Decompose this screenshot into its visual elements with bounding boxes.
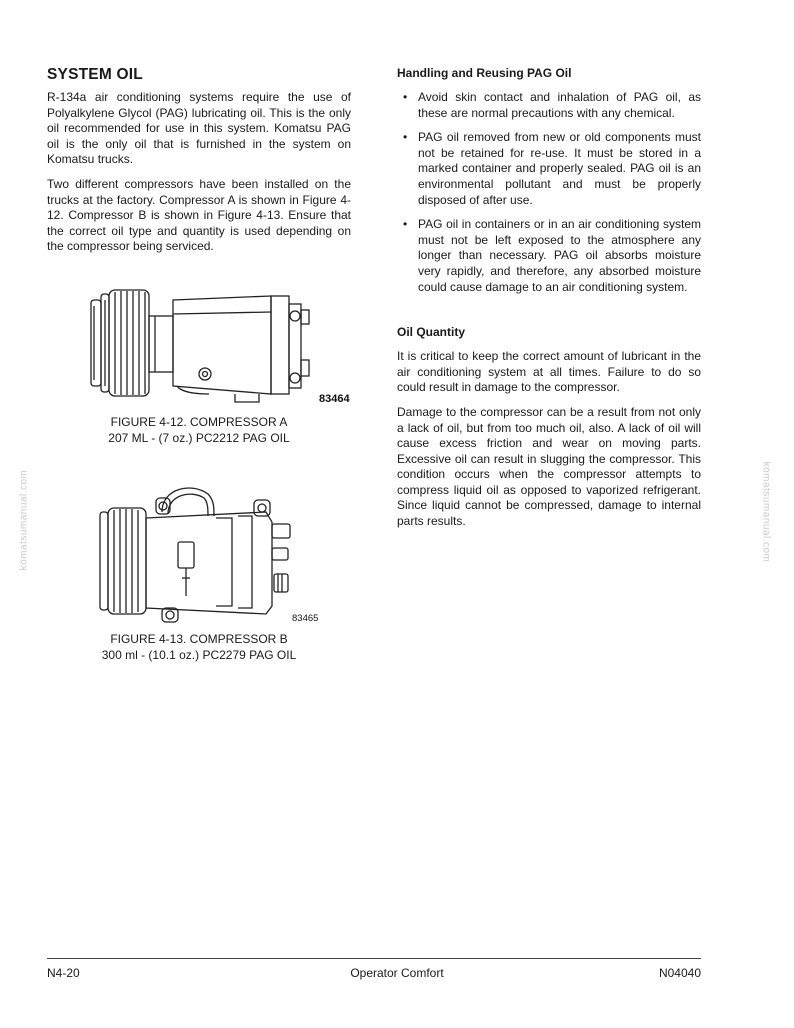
figure-compressor-b — [96, 478, 326, 626]
figure-a-number: 83464 — [319, 393, 350, 405]
compressor-a-drawing — [85, 286, 351, 408]
list-item: • PAG oil in containers or in an air conditioning system must not be left exposed to the atmosphere any longer than necessary. PAG oil absorbs moisture very rapidly, and therefore, any absorbed moisture could cause damage to an air conditioning system. — [403, 217, 701, 294]
figure-b-caption-title: FIGURE 4-13. COMPRESSOR B — [110, 632, 288, 646]
oil-quantity-paragraph-1: It is critical to keep the correct amount of lubricant in the air conditioning system at all times. Failure to do so could result in damage to the compressor. — [397, 349, 701, 395]
oil-quantity-title: Oil Quantity — [397, 325, 466, 340]
system-oil-paragraph-1: R-134a air conditioning systems require the use of Polyalkylene Glycol (PAG) lubricating oil. This is the only oil recommended for use in this system. Komatsu PAG oil is the only oil that is furnished in the system on Komatsu trucks. — [47, 90, 351, 167]
figure-b-number: 83465 — [292, 613, 319, 624]
right-column — [397, 66, 701, 539]
compressor-b-drawing — [96, 478, 326, 626]
bullet-icon: • — [403, 217, 408, 232]
system-oil-paragraph-2: Two different compressors have been installed on the trucks at the factory. Compressor A is shown in Figure 4-12. Compressor B is shown in Figure 4-13. Ensure that the correct oil type and quantity is used depending on the compressor being serviced. — [47, 176, 351, 254]
left-column — [47, 66, 351, 264]
handling-bullets — [397, 90, 701, 295]
footer-section: Operator Comfort — [350, 966, 444, 980]
figure-compressor-a — [85, 286, 351, 408]
section-title-system-oil: SYSTEM OIL — [47, 66, 143, 83]
footer-doc-number: N04040 — [658, 966, 701, 980]
list-item: • PAG oil removed from new or old components must not be retained for re-use. It must be stored in a marked container and properly sealed. PAG oil is an environmental pollutant and must be properly disposed of after use. — [403, 130, 701, 207]
bullet-icon: • — [403, 90, 408, 104]
watermark-left: komatsumanual.com — [18, 469, 30, 571]
figure-a-caption-oil: 207 ML - (7 oz.) PC2212 PAG OIL — [108, 431, 290, 445]
handling-title: Handling and Reusing PAG Oil — [397, 66, 572, 80]
bullet-icon: • — [403, 130, 408, 145]
figure-a-caption — [47, 414, 351, 446]
oil-quantity-paragraph-2: Damage to the compressor can be a result from not only a lack of oil, but from too much oil, also. A lack of oil will cause excess friction and wear on moving parts. Excessive oil can result in slugging the compressor. This condition occurs when the compressor attempts to compress liquid oil as opposed to vaporized refrigerant. Since liquid cannot be compressed, damage to internal parts results. — [397, 404, 701, 529]
figure-b-caption — [47, 631, 351, 663]
watermark-right: komatsumanual.com — [760, 461, 772, 563]
footer-page-number: N4-20 — [47, 966, 80, 980]
figure-a-caption-title: FIGURE 4-12. COMPRESSOR A — [110, 415, 288, 429]
list-item: • Avoid skin contact and inhalation of PAG oil, as these are normal precautions with any chemical. — [403, 90, 701, 120]
figure-b-caption-oil: 300 ml - (10.1 oz.) PC2279 PAG OIL — [101, 648, 297, 662]
footer-divider — [47, 958, 701, 959]
